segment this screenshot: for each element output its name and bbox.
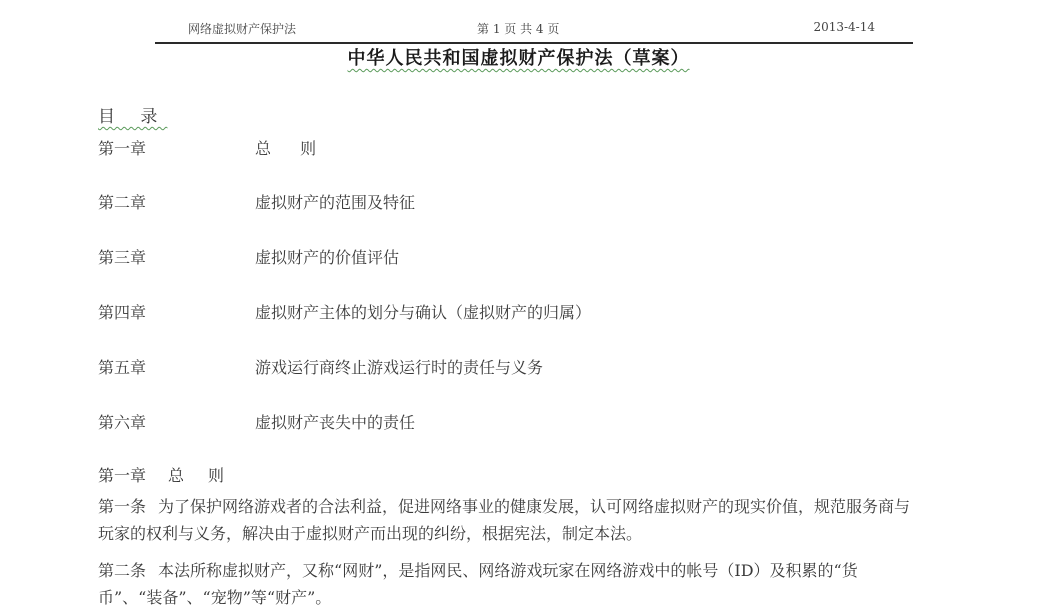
toc-item-number: 第四章: [98, 303, 147, 322]
toc-item-title: 虚拟财产丧失中的责任: [255, 413, 416, 432]
article-text: 为了保护网络游戏者的合法利益，促进网络事业的健康发展，认可网络虚拟财产的现实价值，规范服务商与玩家的权利与义务，解决由于虚拟财产而出现的纠纷，根据宪法，制定本法。: [98, 497, 911, 543]
toc-item-title: 虚拟财产的价值评估: [255, 248, 400, 267]
article-text: 本法所称虚拟财产，又称“网财”，是指网民、网络游戏玩家在网络游戏中的帐号（ID）及积累的“货币”、“装备”、“宠物”等“财产”。: [98, 561, 858, 607]
chapter-title-part: 总: [168, 466, 185, 485]
chapter-title-part: 则: [208, 466, 225, 485]
toc-item-number: 第三章: [98, 248, 147, 267]
article-paragraph: [98, 557, 918, 611]
header-doc-name: 网络虚拟财产保护法: [188, 22, 297, 36]
chapter-number: 第一章: [98, 466, 147, 485]
toc-heading: [98, 102, 167, 127]
article-label: 第二条: [98, 561, 147, 580]
toc-item-number: 第二章: [98, 193, 147, 212]
toc-item-number: 第六章: [98, 413, 147, 432]
header-date: 2013-4-14: [813, 20, 875, 34]
toc-item-title: 总 则: [255, 139, 329, 158]
toc-item-title: 虚拟财产的范围及特征: [255, 193, 416, 212]
toc-item-number: 第五章: [98, 358, 147, 377]
chapter-heading: [98, 463, 224, 486]
document-title: [0, 44, 1037, 70]
toc-heading-text: 目 录: [98, 107, 168, 127]
header-page-number: 第 1 页 共 4 页: [477, 22, 560, 36]
toc-item-title: 虚拟财产主体的划分与确认（虚拟财产的归属）: [255, 303, 592, 322]
running-header: [155, 18, 913, 44]
toc-item-number: 第一章: [98, 139, 147, 158]
article-paragraph: [98, 493, 918, 547]
toc-item-title: 游戏运行商终止游戏运行时的责任与义务: [255, 358, 544, 377]
document-title-text: 中华人民共和国虚拟财产保护法（草案）: [347, 48, 690, 69]
article-label: 第一条: [98, 497, 147, 516]
